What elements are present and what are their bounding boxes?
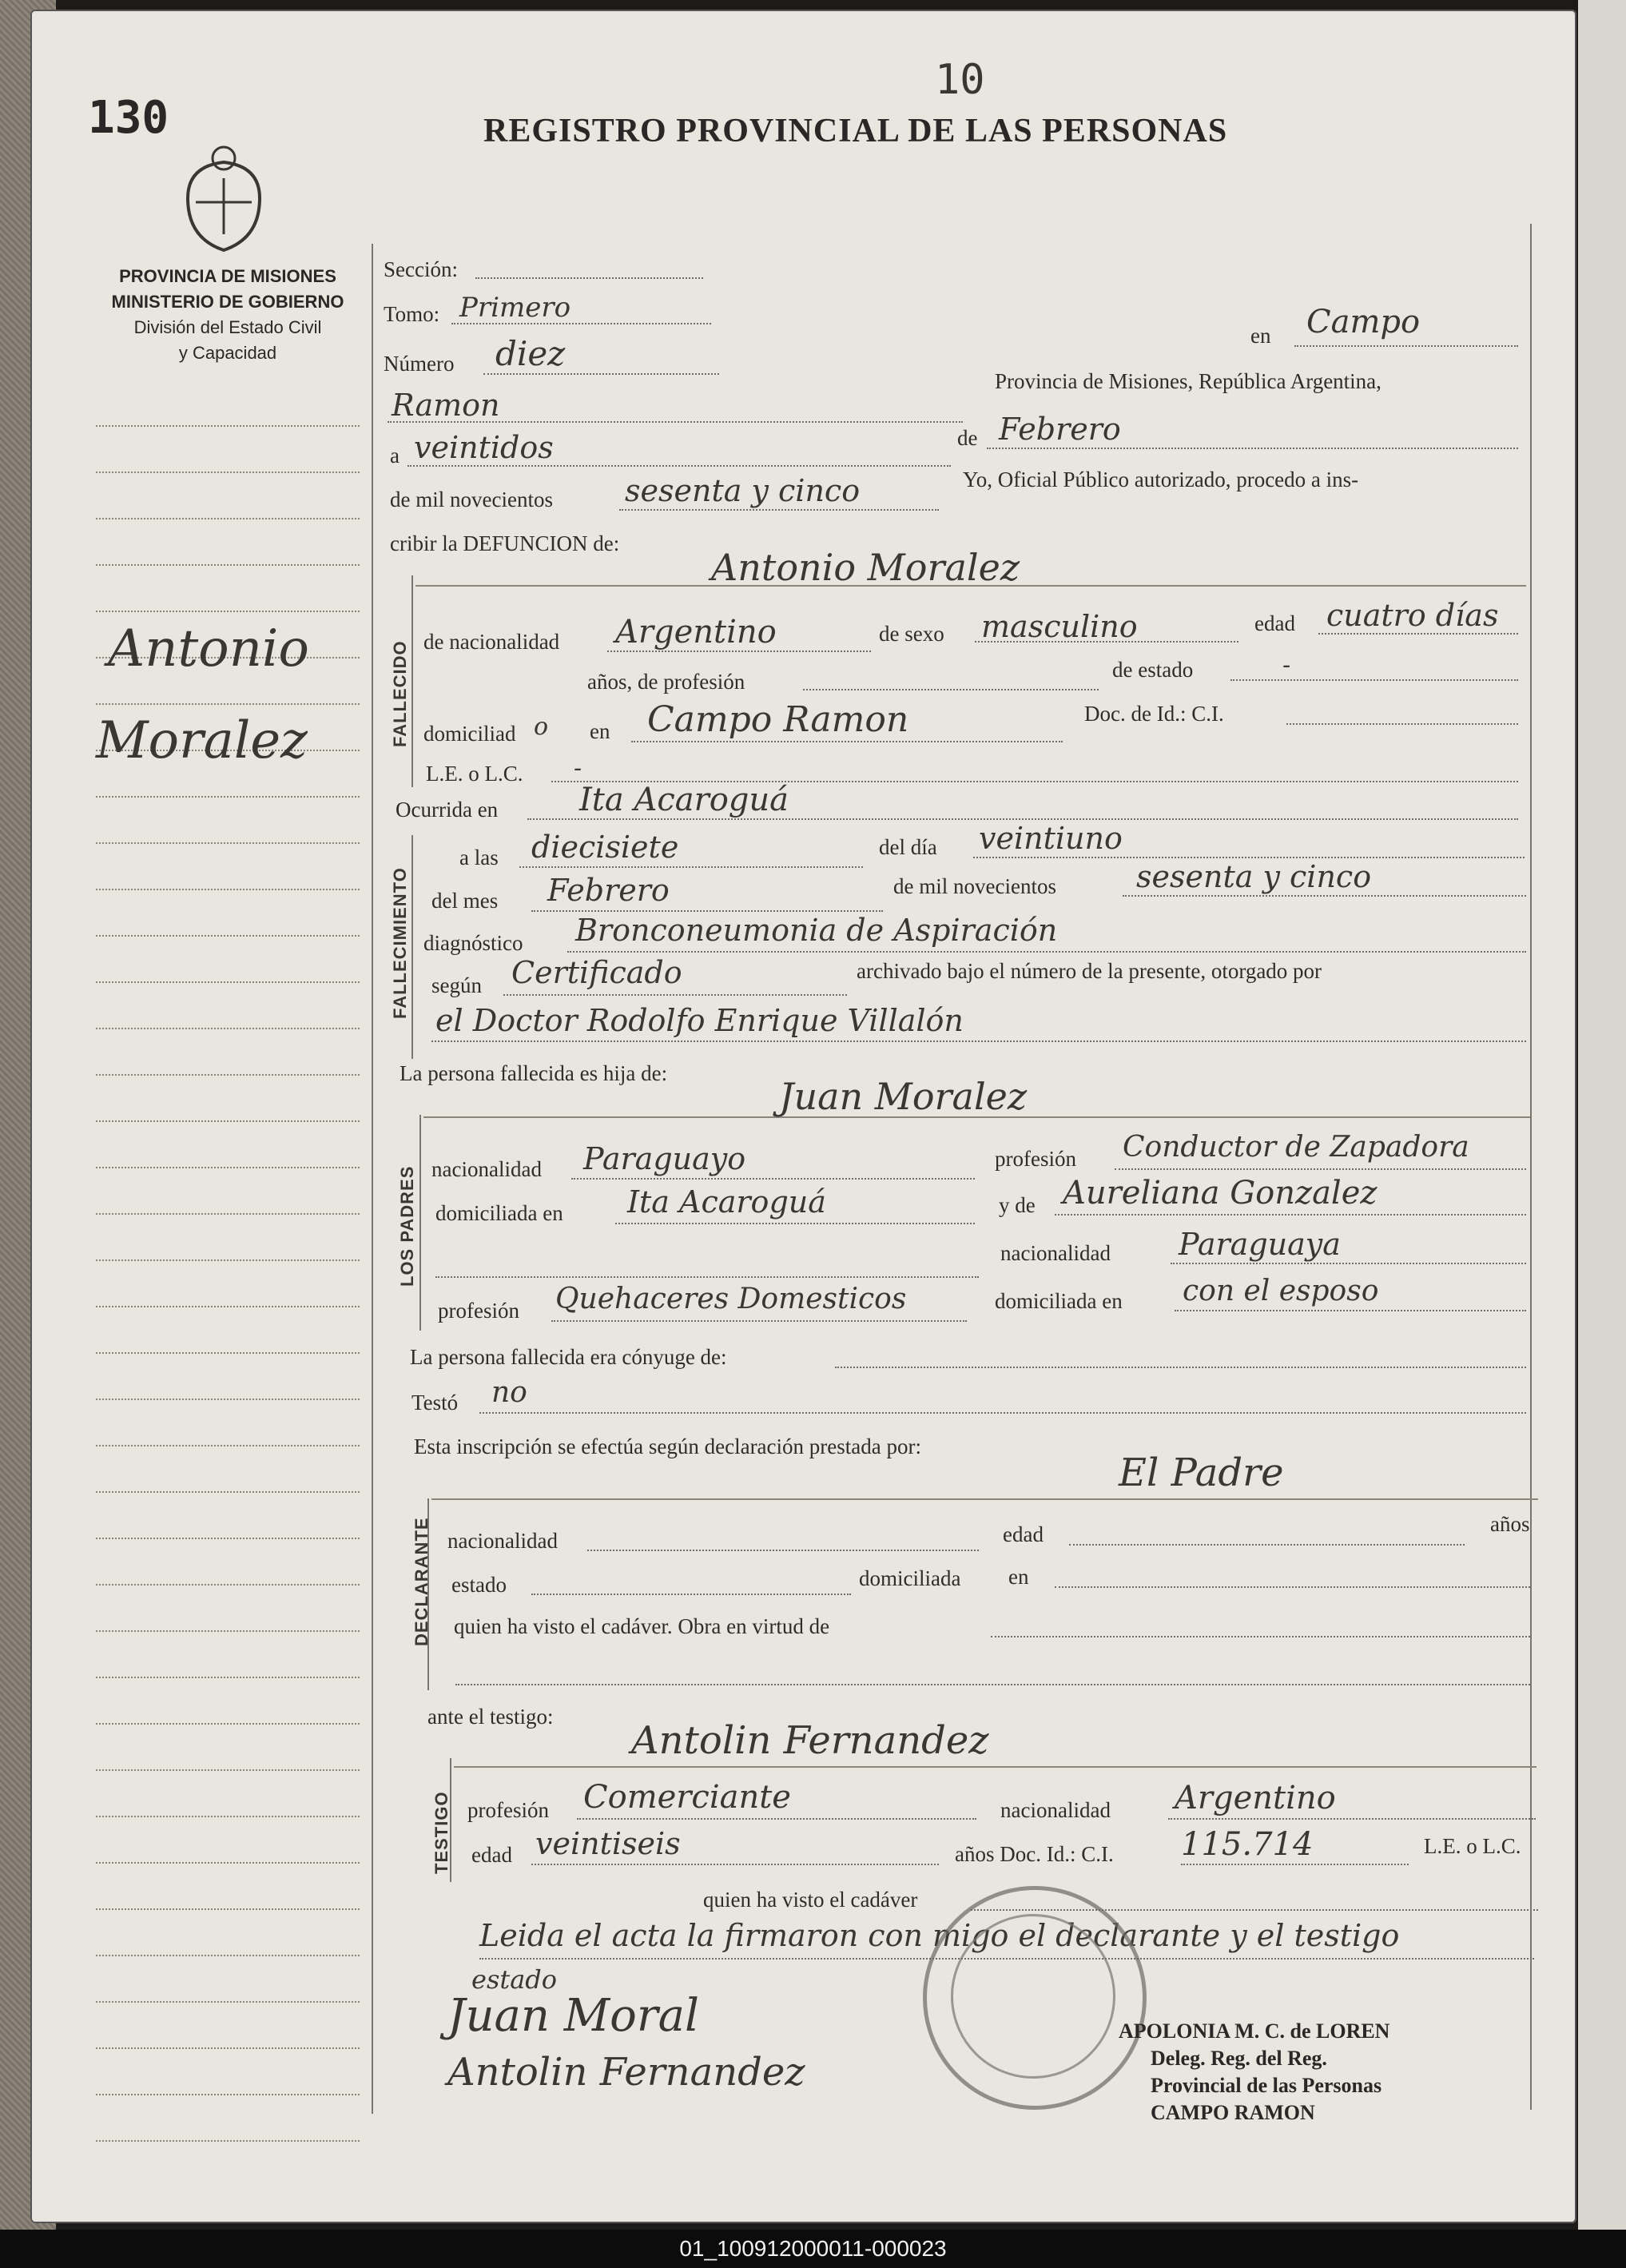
padre-profesion-field (1115, 1167, 1526, 1170)
issuer-line-3: División del Estado Civil (133, 317, 322, 337)
mes-fall-value: Febrero (547, 873, 670, 908)
fallecido-section-border (411, 575, 413, 787)
margin-ruled-line (96, 980, 360, 983)
margin-ruled-line (96, 1953, 360, 1956)
dia-fall-value: veintiuno (979, 821, 1123, 856)
decl-estado-label: estado (451, 1573, 507, 1597)
madre-nacionalidad-label: nacionalidad (1000, 1241, 1111, 1265)
decl-visto-label: quien ha visto el cadáver. Obra en virtud de (454, 1614, 830, 1638)
testigo-ci-value: 115.714 (1181, 1826, 1314, 1863)
cribir-label: cribir la DEFUNCION de: (390, 531, 620, 555)
padre-name: Juan Moralez (779, 1075, 1028, 1118)
padre-profesion-value: Conductor de Zapadora (1123, 1131, 1469, 1164)
seccion-label: Sección: (384, 257, 458, 281)
testigo-nacionalidad-label: nacionalidad (1000, 1798, 1111, 1822)
form-right-border (1530, 224, 1532, 2110)
margin-ruled-line (96, 1119, 360, 1122)
testo-label: Testó (411, 1391, 459, 1415)
conyuge-field (835, 1365, 1526, 1368)
hora-value: diecisiete (531, 830, 679, 865)
decl-domiciliada-label: domiciliada (859, 1566, 961, 1590)
margin-ruled-line (96, 1999, 360, 2003)
en-label: en (1250, 324, 1271, 348)
form-left-border (372, 244, 373, 2114)
anio-fall-value: sesenta y cinco (1136, 859, 1372, 894)
margin-ruled-line (96, 1212, 360, 1215)
anio-value: sesenta y cinco (625, 473, 861, 508)
de-mil2-label: de mil novecientos (893, 874, 1056, 898)
conyuge-label: La persona fallecida era cónyuge de: (410, 1345, 727, 1369)
decl-estado-field (531, 1592, 851, 1595)
doc-id-field (1286, 722, 1518, 725)
fallecido-name: Antonio Moralez (711, 546, 1020, 589)
decl-visto-field (991, 1634, 1530, 1637)
ocurrida-value: Ita Acaroguá (579, 782, 789, 818)
decl-en-label: en (1008, 1565, 1029, 1589)
declarante-name-line (431, 1497, 1538, 1500)
margin-ruled-line (96, 563, 360, 566)
diagnostico-field (567, 949, 1526, 953)
margin-ruled-line (96, 1721, 360, 1725)
decl-anos-label: años (1490, 1512, 1530, 1536)
margin-ruled-line (96, 1165, 360, 1168)
issuer-block (76, 264, 380, 366)
a-label: a (390, 444, 400, 468)
le-lc-label: L.E. o L.C. (426, 762, 523, 786)
decl-nacionalidad-label: nacionalidad (447, 1529, 558, 1553)
padre-nacionalidad-label: nacionalidad (431, 1157, 542, 1181)
padre-profesion-label: profesión (995, 1147, 1076, 1171)
stamp-line-4: CAMPO RAMON (1151, 2101, 1315, 2124)
margin-ruled-line (96, 841, 360, 844)
margin-ruled-line (96, 1582, 360, 1586)
signature-declarante: Juan Moral (447, 1990, 699, 2042)
margin-ruled-line (96, 609, 360, 612)
estado-final: estado (471, 1964, 558, 1995)
numero-value: diez (495, 334, 566, 373)
decl-nacionalidad-field (587, 1548, 979, 1551)
testigo-edad-label: edad (471, 1843, 512, 1867)
testigo-profesion-field (577, 1816, 976, 1820)
a-las-label: a las (459, 846, 499, 869)
margin-ruled-line (96, 470, 360, 473)
edad-value: cuatro días (1326, 598, 1499, 633)
margin-ruled-line (96, 1860, 360, 1864)
padre-domicilio-label: domiciliada en (435, 1201, 563, 1225)
madre-nacionalidad-value: Paraguaya (1179, 1227, 1341, 1262)
margin-ruled-line (96, 1629, 360, 1632)
margin-ruled-line (96, 887, 360, 890)
issuer-line-2: MINISTERIO DE GOBIERNO (111, 292, 344, 312)
margin-ruled-line (96, 1072, 360, 1076)
decl-edad-label: edad (1003, 1522, 1044, 1546)
margin-ruled-line (96, 1907, 360, 1910)
mes-fall-field (531, 909, 883, 912)
leida-statement: Leida el acta la firmaron con migo el declarante y el testigo (479, 1918, 1400, 1953)
madre-domicilio-field (1175, 1308, 1526, 1311)
y-de-label: y de (999, 1193, 1036, 1217)
margin-ruled-line (96, 794, 360, 798)
diagnostico-value: Bronconeumonia de Aspiración (575, 913, 1058, 948)
margin-ruled-line (96, 2046, 360, 2049)
official-seal (923, 1886, 1147, 2110)
numero-label: Número (384, 352, 455, 376)
domicilio-en-label: en (590, 719, 610, 743)
margin-ruled-line (96, 1258, 360, 1261)
margin-ruled-line (96, 1304, 360, 1307)
testigo-profesion-value: Comerciante (583, 1779, 791, 1816)
margin-ruled-line (96, 424, 360, 427)
ante-testigo-label: ante el testigo: (427, 1705, 554, 1729)
testigo-visto-label: quien ha visto el cadáver (703, 1888, 918, 1912)
testo-field (479, 1411, 1526, 1414)
fallecimiento-section-border (411, 835, 413, 1059)
stamp-name: APOLONIA M. C. de LOREN (1119, 2019, 1390, 2043)
segun-field (503, 993, 847, 996)
footer-bar (0, 2230, 1626, 2268)
del-mes-label: del mes (431, 889, 499, 913)
declarante-section-label: DECLARANTE (411, 1517, 431, 1646)
decl-extra-field (455, 1682, 1530, 1685)
en-field (1294, 344, 1518, 347)
margin-note-line-1: Antonio (108, 619, 309, 678)
margin-note-line-2: Moralez (96, 711, 308, 770)
nacionalidad-label: de nacionalidad (423, 630, 560, 654)
testigo-profesion-label: profesión (467, 1798, 549, 1822)
sexo-value: masculino (981, 609, 1138, 644)
segun-label: según (431, 973, 482, 997)
margin-ruled-line (96, 1814, 360, 1817)
domiciliado-suffix: o (534, 713, 549, 741)
padres-section-border (419, 1115, 421, 1331)
declarante-value: El Padre (1119, 1450, 1284, 1495)
madre-domicilio-value: con el esposo (1183, 1275, 1379, 1307)
tomo-value: Primero (459, 292, 571, 324)
anos-profesion-label: años, de profesión (587, 670, 745, 694)
seccion-field (475, 276, 703, 279)
estado-value: - (1282, 651, 1291, 679)
margin-ruled-line (96, 1536, 360, 1539)
del-dia-label: del día (879, 835, 937, 859)
tomo-label: Tomo: (384, 302, 440, 326)
domiciliado-label: domiciliad (423, 722, 516, 746)
doc-id-label: Doc. de Id.: C.I. (1084, 702, 1224, 726)
padres-blank-field (435, 1275, 979, 1278)
margin-ruled-line (96, 1490, 360, 1493)
testigo-nacionalidad-field (1168, 1816, 1536, 1820)
testigo-anos-doc-label: años Doc. Id.: C.I. (955, 1842, 1114, 1866)
testigo-le-lc-label: L.E. o L.C. (1424, 1834, 1521, 1858)
en-value: Campo (1306, 304, 1421, 340)
ocurrida-label: Ocurrida en (396, 798, 499, 822)
stamp-block (1119, 2018, 1389, 2127)
de-mil-label: de mil novecientos (390, 487, 553, 511)
provincia-label: Provincia de Misiones, República Argentina, (995, 369, 1382, 393)
lugar-value: Ramon (392, 388, 500, 423)
testigo-name-line (454, 1765, 1537, 1768)
segun-value: Certificado (511, 955, 682, 990)
testigo-edad-field (531, 1862, 939, 1865)
hija-de-label: La persona fallecida es hija de: (400, 1061, 668, 1085)
page-title: REGISTRO PROVINCIAL DE LAS PERSONAS (483, 113, 1228, 149)
adjacent-page (1578, 0, 1626, 2230)
margin-ruled-line (96, 1443, 360, 1446)
padre-domicilio-field (615, 1221, 975, 1224)
le-lc-value: - (574, 754, 582, 782)
fallecido-section-label: FALLECIDO (390, 640, 410, 747)
de-label: de (957, 426, 978, 450)
domicilio-value: Campo Ramon (647, 699, 909, 740)
stamp-line-2: Deleg. Reg. del Reg. (1151, 2047, 1327, 2070)
testigo-edad-value: veintiseis (535, 1826, 681, 1861)
margin-ruled-line (96, 1351, 360, 1354)
stamp-line-3: Provincial de las Personas (1151, 2074, 1382, 2097)
yo-oficial-label: Yo, Oficial Público autorizado, procedo a ins- (963, 468, 1359, 491)
edad-label: edad (1254, 611, 1295, 635)
footer-id: 01_100912000011-000023 (679, 2236, 947, 2261)
otorgado-field (431, 1039, 1526, 1042)
issuer-line-4: y Capacidad (178, 343, 277, 363)
mes-value: Febrero (999, 412, 1121, 447)
margin-ruled-line (96, 1026, 360, 1029)
decl-domicilio-field (1055, 1585, 1530, 1588)
madre-profesion-value: Quehaceres Domesticos (555, 1283, 907, 1315)
madre-domicilio-label: domiciliada en (995, 1289, 1123, 1313)
folio-number: 130 (88, 92, 169, 144)
testigo-name: Antolin Fernandez (631, 1718, 989, 1763)
margin-ruled-line (96, 933, 360, 937)
margin-ruled-line (96, 2139, 360, 2142)
madre-profesion-field (551, 1319, 967, 1322)
testigo-section-label: TESTIGO (431, 1791, 451, 1874)
margin-ruled-line (96, 1768, 360, 1771)
padres-section-label: LOS PADRES (397, 1165, 417, 1287)
issuer-line-1: PROVINCIA DE MISIONES (119, 266, 336, 286)
hora-field (519, 865, 863, 868)
madre-field (1055, 1212, 1526, 1216)
madre-profesion-label: profesión (438, 1299, 519, 1323)
fallecimiento-section-label: FALLECIMIENTO (390, 867, 410, 1019)
testo-value: no (491, 1376, 527, 1409)
coat-of-arms-icon (180, 142, 268, 254)
otorgado-value: el Doctor Rodolfo Enrique Villalón (435, 1003, 964, 1038)
madre-value: Aureliana Gonzalez (1063, 1175, 1378, 1212)
decl-edad-field (1069, 1542, 1465, 1546)
margin-ruled-line (96, 516, 360, 519)
padre-nacionalidad-value: Paraguayo (583, 1141, 746, 1176)
signature-testigo: Antolin Fernandez (447, 2050, 805, 2095)
estado-label: de estado (1112, 658, 1194, 682)
archivado-label: archivado bajo el número de la presente, otorgado por (857, 959, 1322, 983)
margin-ruled-line (96, 2092, 360, 2095)
page-number: 10 (935, 56, 985, 104)
dia-value: veintidos (414, 430, 554, 465)
margin-ruled-line (96, 1397, 360, 1400)
nacionalidad-value: Argentino (615, 614, 777, 651)
padre-domicilio-value: Ita Acaroguá (627, 1184, 826, 1220)
margin-ruled-line (96, 1675, 360, 1678)
estado-field (1230, 678, 1518, 681)
inscripcion-label: Esta inscripción se efectúa según declaración prestada por: (414, 1434, 921, 1458)
sexo-label: de sexo (879, 622, 944, 646)
diagnostico-label: diagnóstico (423, 931, 523, 955)
profesion-field (803, 687, 1099, 690)
testigo-nacionalidad-value: Argentino (1175, 1780, 1336, 1816)
margin-ruled-line (96, 702, 360, 705)
padre-nacionalidad-field (571, 1176, 975, 1180)
